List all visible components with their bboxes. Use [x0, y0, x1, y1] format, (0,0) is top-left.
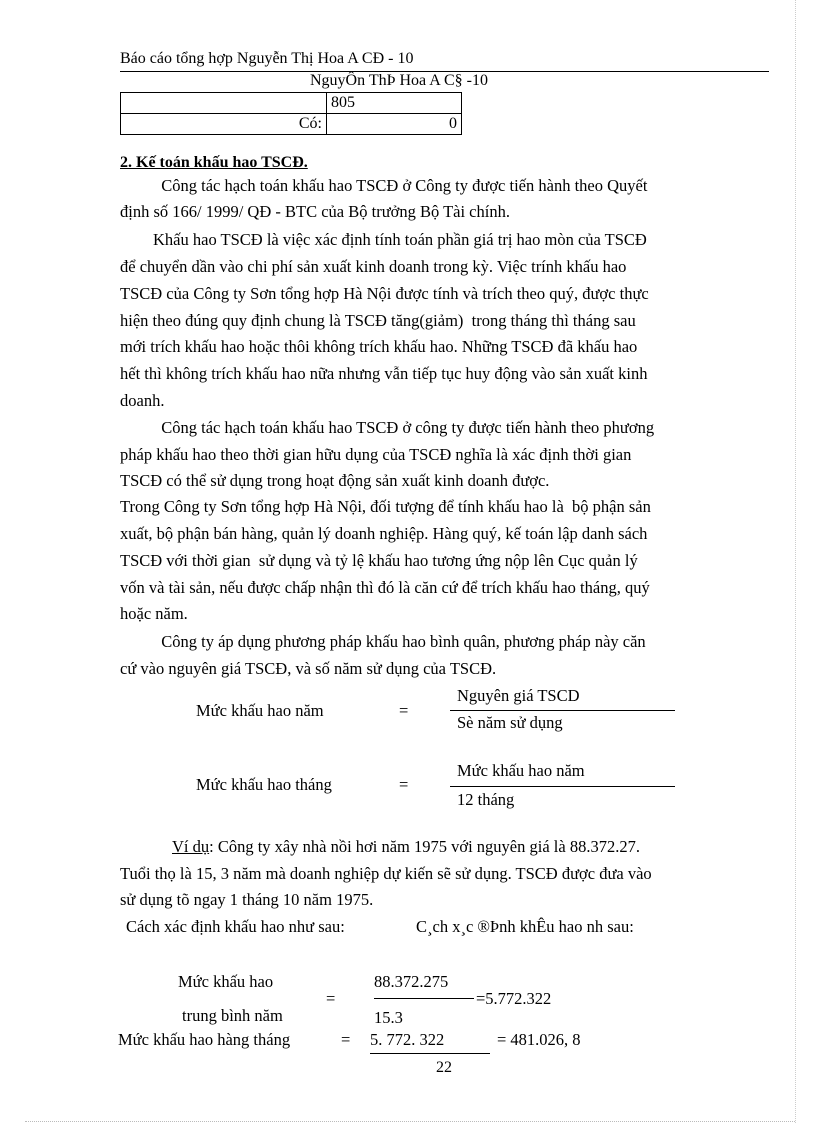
garbled-header-text: NguyÔn ThÞ Hoa A C§ -10	[310, 72, 488, 89]
body-line: cứ vào nguyên giá TSCĐ, và số năm sử dụng của TSCĐ.	[120, 659, 497, 678]
calc-year-denominator: 15.3	[374, 1008, 403, 1027]
ledger-value: 805	[327, 93, 462, 114]
example-line	[172, 837, 640, 857]
table-row	[121, 114, 462, 135]
calc-year-equals: =	[326, 989, 336, 1008]
example-line: sử dụng tõ ngay 1 tháng 10 năm 1975.	[120, 890, 374, 909]
example-lead: Ví dụ	[172, 837, 210, 856]
formula-month-numerator: Mức khấu hao năm	[457, 761, 585, 780]
garbled-example-text: C¸ch x¸c ®Þnh khÊu hao nh sau:	[416, 917, 634, 936]
fraction-bar	[374, 998, 474, 999]
body-line: Công ty áp dụng phương pháp khấu hao bình quân, phương pháp này căn	[120, 632, 646, 651]
body-line: xuất, bộ phận bán hàng, quản lý doanh nghiệp. Hàng quý, kế toán lập danh sách	[120, 524, 648, 543]
formula-month-equals: =	[399, 775, 409, 794]
body-line: Công tác hạch toán khấu hao TSCĐ ở Công ty được tiến hành theo Quyết	[120, 176, 648, 195]
body-line: Khấu hao TSCĐ là việc xác định tính toán phần giá trị hao mòn của TSCĐ	[120, 230, 647, 249]
body-line: hết thì không trích khấu hao nữa nhưng vẫn tiếp tục huy động vào sản xuất kinh	[120, 364, 648, 383]
calc-year-numerator: 88.372.275	[374, 972, 449, 991]
body-line: doanh.	[120, 391, 165, 410]
example-line: Tuổi thọ là 15, 3 năm mà doanh nghiệp dự kiến sẽ sử dụng. TSCĐ được đưa vào	[120, 864, 652, 883]
body-line: TSCĐ với thời gian sử dụng và tỷ lệ khấu hao tương ứng nộp lên Cục quản lý	[120, 551, 638, 570]
body-line: để chuyển dần vào chi phí sản xuất kinh doanh trong kỳ. Việc trính khấu hao	[120, 257, 627, 276]
calc-month-label: Mức khấu hao hàng tháng	[118, 1030, 291, 1049]
body-line: định số 166/ 1999/ QĐ - BTC của Bộ trưởng Bộ Tài chính.	[120, 202, 510, 221]
calc-month-result: = 481.026, 8	[497, 1030, 581, 1049]
body-line: pháp khấu hao theo thời gian hữu dụng của TSCĐ nghĩa là xác định thời gian	[120, 445, 632, 464]
page-edge-border	[795, 0, 796, 1123]
ledger-label: Có:	[121, 114, 327, 135]
formula-year-denominator: Sè năm sử dụng	[457, 713, 563, 732]
formula-year-numerator: Nguyên giá TSCD	[457, 686, 580, 705]
fraction-bar	[450, 710, 675, 711]
body-line: hiện theo đúng quy định chung là TSCĐ tăng(giảm) trong tháng thì tháng sau	[120, 311, 636, 330]
calc-year-label: Mức khấu hao	[178, 972, 274, 991]
body-line: mới trích khấu hao hoặc thôi không trích khấu hao. Những TSCĐ đã khấu hao	[120, 337, 638, 356]
body-line: Công tác hạch toán khấu hao TSCĐ ở công ty được tiến hành theo phương	[120, 418, 655, 437]
body-line: vốn và tài sản, nếu được chấp nhận thì đó là căn cứ để trích khấu hao tháng, quý	[120, 578, 650, 597]
section-heading: 2. Kế toán khấu hao TSCĐ.	[120, 154, 308, 171]
table-row	[121, 93, 462, 114]
body-line: Trong Công ty Sơn tổng hợp Hà Nội, đối tượng để tính khấu hao là bộ phận sản	[120, 497, 651, 516]
body-line: TSCĐ có thể sử dụng trong hoạt động sản xuất kinh doanh được.	[120, 471, 550, 490]
formula-year-label: Mức khấu hao năm	[196, 701, 324, 720]
ledger-table	[120, 92, 462, 135]
ledger-value: 0	[327, 114, 462, 135]
calc-year-result: =5.772.322	[476, 989, 552, 1008]
formula-month-label: Mức khấu hao tháng	[196, 775, 332, 794]
page-edge-border	[25, 1121, 795, 1122]
calc-month-numerator: 5. 772. 322	[370, 1030, 445, 1049]
example-line: Cách xác định khấu hao như sau:	[126, 917, 345, 936]
body-line: hoặc năm.	[120, 604, 188, 623]
running-header: Báo cáo tổng hợp Nguyễn Thị Hoa A CĐ - 10	[120, 50, 414, 67]
fraction-bar	[450, 786, 675, 787]
calc-year-label: trung bình năm	[182, 1006, 283, 1025]
formula-year-equals: =	[399, 701, 409, 720]
example-text: : Công ty xây nhà nồi hơi năm 1975 với nguyên giá là 88.372.27.	[209, 837, 640, 856]
formula-month-denominator: 12 tháng	[457, 790, 515, 809]
page-number: 22	[436, 1059, 452, 1076]
fraction-bar	[370, 1053, 490, 1054]
body-line: TSCĐ của Công ty Sơn tổng hợp Hà Nội được tính và trích theo quý, được thực	[120, 284, 649, 303]
ledger-label	[121, 93, 327, 114]
calc-month-equals: =	[341, 1030, 351, 1049]
